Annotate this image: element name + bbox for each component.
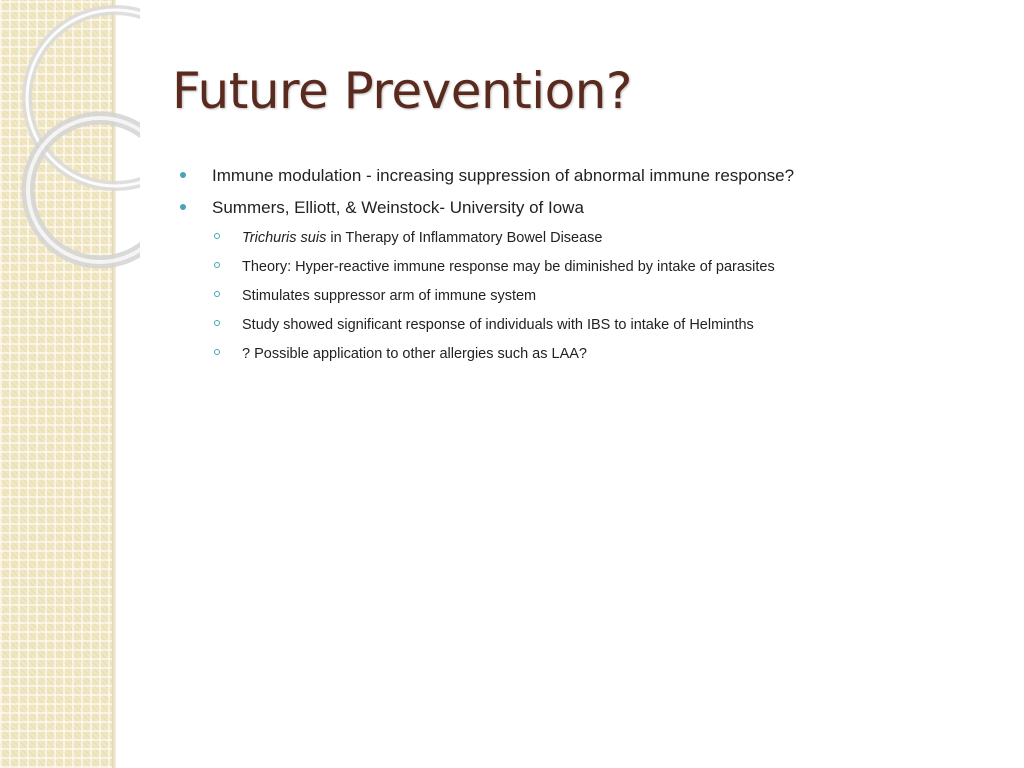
sub-bullet-item	[180, 317, 980, 346]
bullet-item	[180, 198, 980, 230]
bullet-text: Immune modulation - increasing suppression of abnormal immune response?	[212, 166, 795, 185]
sub-bullet-text-rest: in Therapy of Inflammatory Bowel Disease	[326, 230, 603, 246]
circle-bullet-icon	[214, 233, 220, 239]
slide-title: Future Prevention?	[172, 62, 632, 120]
decorative-rings	[0, 0, 140, 290]
bullet-item	[180, 166, 980, 198]
sub-bullet-text: Theory: Hyper-reactive immune response may be diminished by intake of parasites	[242, 259, 775, 275]
upper-ring-highlight	[27, 10, 140, 186]
sub-bullet-text: ? Possible application to other allergies such as LAA?	[242, 346, 587, 362]
circle-bullet-icon	[214, 320, 220, 326]
species-name: Trichuris suis	[242, 230, 327, 246]
bullet-dot-icon	[180, 172, 186, 178]
sub-bullet-item	[180, 346, 980, 375]
circle-bullet-icon	[214, 349, 220, 355]
bullet-text: Summers, Elliott, & Weinstock- University of Iowa	[212, 198, 584, 217]
sub-bullet-item	[180, 230, 980, 259]
circle-bullet-icon	[214, 291, 220, 297]
bullet-list	[180, 166, 980, 375]
sub-bullet-item	[180, 288, 980, 317]
sub-bullet-text	[242, 230, 603, 246]
upper-ring	[27, 10, 140, 186]
sub-bullet-text: Stimulates suppressor arm of immune system	[242, 288, 537, 304]
circle-bullet-icon	[214, 262, 220, 268]
bullet-dot-icon	[180, 204, 186, 210]
sub-bullet-item	[180, 259, 980, 288]
sub-bullet-text: Study showed significant response of individuals with IBS to intake of Helminths	[242, 317, 754, 333]
